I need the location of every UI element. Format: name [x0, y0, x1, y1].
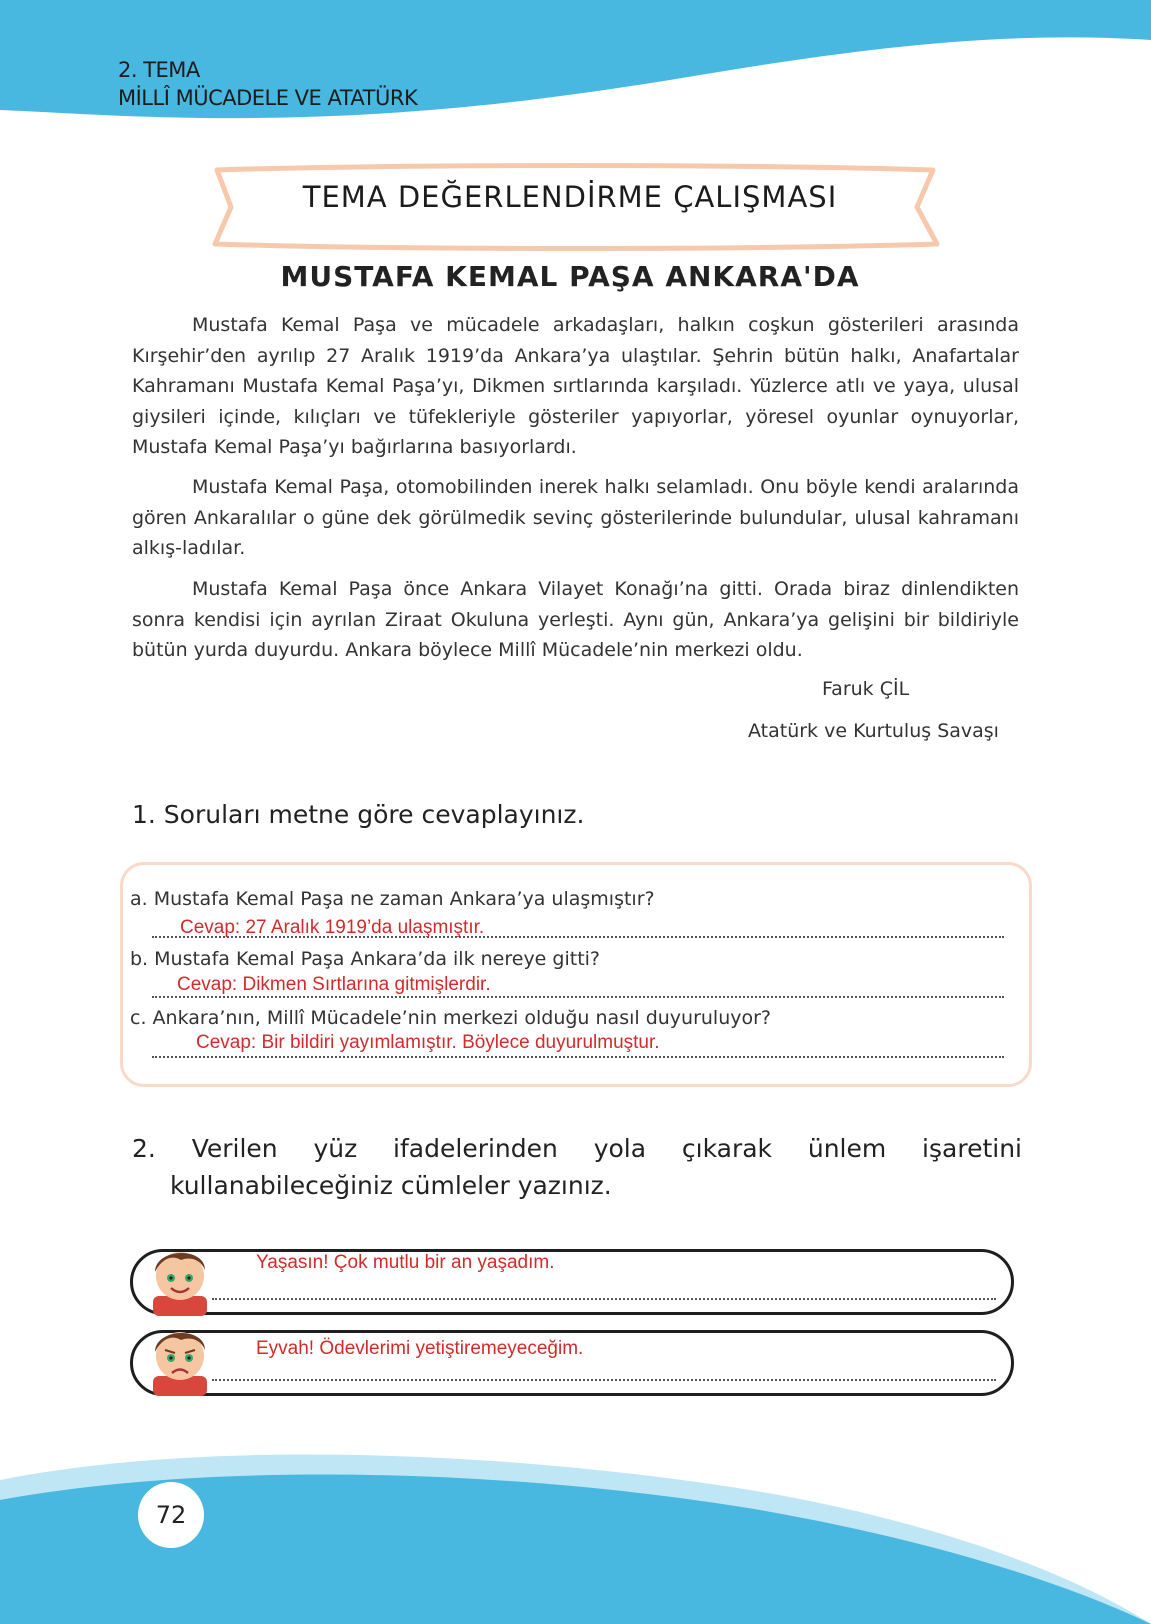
- answer-line[interactable]: [152, 1056, 1004, 1058]
- theme-number: 2. TEMA: [118, 58, 200, 82]
- question1-item-b: b. Mustafa Kemal Paşa Ankara’da ilk nereye gitti?: [130, 948, 601, 970]
- story-source: Atatürk ve Kurtuluş Savaşı: [748, 720, 999, 742]
- question2-heading-text: 2. Verilen yüz ifadelerinden yola çıkarak ünlem işaretini kullanabileceğiniz cümleler yazınız.: [132, 1134, 1022, 1200]
- theme-title: MİLLÎ MÜCADELE VE ATATÜRK: [118, 86, 418, 110]
- answer-line[interactable]: [212, 1379, 996, 1381]
- story-paragraph: Mustafa Kemal Paşa ve mücadele arkadaşları, halkın coşkun gösterileri arasında Kırşehir’den ayrılıp 27 Aralık 1919’da Ankara’ya ulaştılar. Şehrin bütün halkı, Anafartalar Kahramanı Mustafa Kemal Paşa’yı, Dikmen sırtlarında karşıladı. Yüzlerce atlı ve yaya, ulusal giysileri içinde, kılıçları ve tüfekleriyle gösteriler yapıyorlar, yöresel oyunlar oynuyorlar, Mustafa Kemal Paşa’yı bağırlarına basıyorlardı.: [132, 314, 1019, 458]
- question1-heading: 1. Soruları metne göre cevaplayınız.: [132, 800, 585, 829]
- answer-text: Cevap: Dikmen Sırtlarına gitmişlerdir.: [177, 974, 491, 995]
- story-paragraph: Mustafa Kemal Paşa, otomobilinden inerek halkı selamladı. Onu böyle kendi aralarında gören Ankaralılar o güne dek görülmedik sevinç gösterilerinde bulundular, ulusal kahramanı alkış-ladılar.: [132, 476, 1019, 559]
- banner-title: TEMA DEĞERLENDİRME ÇALIŞMASI: [302, 180, 838, 214]
- page-number: [138, 1482, 204, 1548]
- answer-text: Cevap: Bir bildiri yayımlamıştır. Böylece duyurulmuştur.: [196, 1032, 660, 1053]
- sad-face-icon: [141, 1318, 219, 1396]
- page-number-text: 72: [155, 1501, 187, 1529]
- answer-text: Cevap: 27 Aralık 1919’da ulaşmıştır.: [180, 917, 485, 938]
- story-title: MUSTAFA KEMAL PAŞA ANKARA'DA: [280, 260, 860, 293]
- answer-line[interactable]: [152, 996, 1004, 998]
- face-answer-text: Yaşasın! Çok mutlu bir an yaşadım.: [256, 1252, 555, 1273]
- story-author: Faruk ÇİL: [822, 678, 910, 700]
- face-answer-text: Eyvah! Ödevlerimi yetiştiremeyeceğim.: [256, 1338, 584, 1359]
- question1-item-a: a. Mustafa Kemal Paşa ne zaman Ankara’ya ulaşmıştır?: [130, 888, 655, 910]
- story-paragraph: Mustafa Kemal Paşa önce Ankara Vilayet Konağı’na gitti. Orada biraz dinlendikten sonra kendisi için ayrılan Ziraat Okuluna yerleşti. Aynı gün, Ankara’ya gelişini bir bildiriyle bütün yurda duyurdu. Ankara böylece Millî Mücadele’nin merkezi oldu.: [132, 578, 1019, 661]
- question2-heading: [132, 1130, 1022, 1204]
- answer-line[interactable]: [212, 1298, 996, 1300]
- happy-face-icon: [141, 1238, 219, 1316]
- question1-item-c: c. Ankara’nın, Millî Mücadele’nin merkezi olduğu nasıl duyuruluyor?: [130, 1007, 772, 1029]
